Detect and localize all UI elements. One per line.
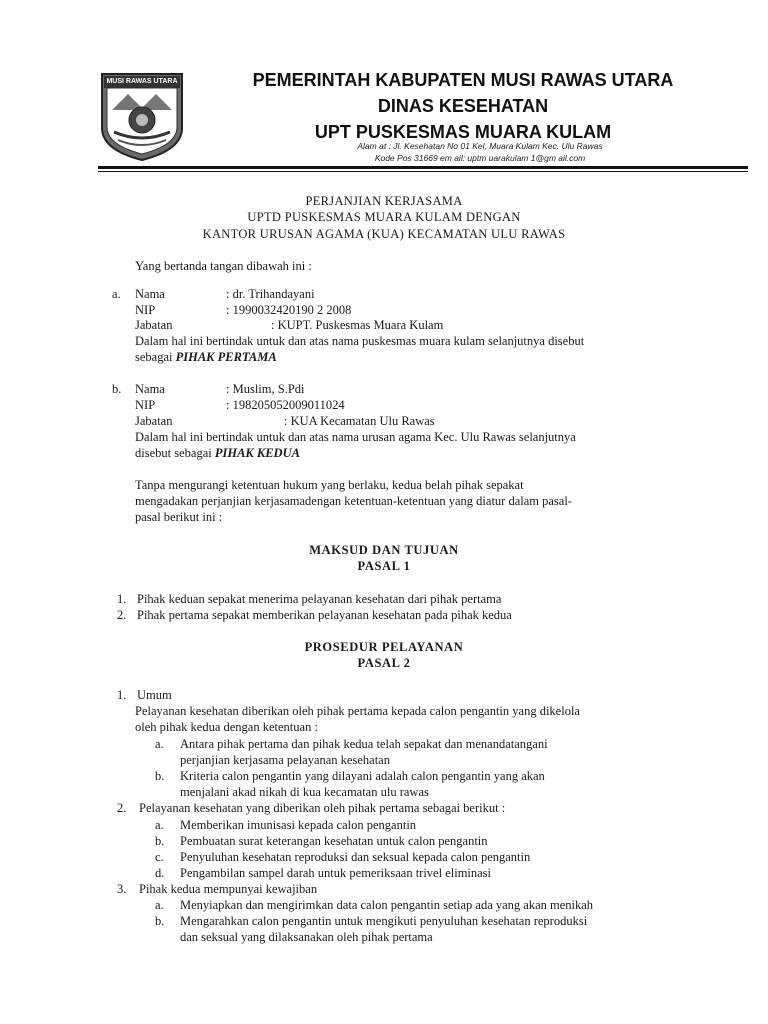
party-a-name-label: Nama	[135, 287, 165, 301]
party-a-description-2: sebagai PIHAK PERTAMA	[135, 350, 277, 364]
header-government: PEMERINTAH KABUPATEN MUSI RAWAS UTARA	[252, 70, 674, 90]
pasal-2-item-3-sub-a: Menyiapkan dan mengirimkan data calon pengantin setiap ada yang akan menikah	[180, 898, 594, 912]
pasal-2-item-2-sub-d-marker: d.	[155, 866, 165, 880]
pasal-1-item-1: Pihak keduan sepakat menerima pelayanan kesehatan dari pihak pertama	[137, 592, 502, 606]
pasal-1-item-1-num: 1.	[117, 592, 127, 606]
party-a-nip-label: NIP	[135, 303, 156, 317]
pasal-2-item-1-num: 1.	[117, 688, 127, 702]
pasal-2-item-3-sub-b-marker: b.	[155, 914, 165, 928]
preamble-line-3: pasal berikut ini :	[135, 510, 223, 524]
header-rule-thin	[98, 171, 748, 172]
document-subtitle: UPTD PUSKESMAS MUARA KULAM DENGAN	[247, 210, 521, 224]
header-puskesmas: UPT PUSKESMAS MUARA KULAM	[314, 122, 612, 142]
pasal-2-item-1-sub-a-marker: a.	[155, 737, 164, 751]
pasal-2-heading: PROSEDUR PELAYANAN	[304, 640, 464, 654]
pasal-2-item-1-sub-a: Antara pihak pertama dan pihak kedua telah sepakat dan menandatangani	[180, 737, 548, 751]
pasal-2-item-2-sub-c: Penyuluhan kesehatan reproduksi dan seksual kepada calon pengantin	[180, 850, 531, 864]
party-a-nip-value: : 1990032420190 2 2008	[226, 303, 352, 317]
party-b-nip-label: NIP	[135, 398, 156, 412]
party-b-description-2: disebut sebagai PIHAK KEDUA	[135, 446, 300, 460]
pasal-2-item-3-sub-b: Mengarahkan calon pengantin untuk mengikuti penyuluhan kesehatan reproduksi	[180, 914, 588, 928]
header-address: Alam at : Jl. Kesehatan No 01 Kel, Muara Kulam Kec. Ulu Rawas	[357, 141, 603, 151]
party-b-nip-value: : 198205052009011024	[226, 398, 345, 412]
pasal-2-item-2-sub-b-marker: b.	[155, 834, 165, 848]
party-b-name-label: Nama	[135, 382, 165, 396]
party-b-jabatan-value: : KUA Kecamatan Ulu Rawas	[284, 414, 435, 428]
regency-logo	[98, 70, 186, 162]
party-a-role: PIHAK PERTAMA	[175, 350, 277, 364]
pasal-2-item-1-line-2: oleh pihak kedua dengan ketentuan :	[135, 720, 318, 734]
document-subtitle-2: KANTOR URUSAN AGAMA (KUA) KECAMATAN ULU RAWAS	[202, 227, 566, 241]
pasal-2-item-2-sub-d: Pengambilan sampel darah untuk pemeriksaan trivel eliminasi	[180, 866, 492, 880]
pasal-2-item-2-sub-a: Memberikan imunisasi kepada calon pengantin	[180, 818, 417, 832]
pasal-2-number: PASAL 2	[357, 656, 411, 670]
party-b-jabatan-label: Jabatan	[135, 414, 173, 428]
pasal-2-item-3-label: Pihak kedua mempunyai kewajiban	[139, 882, 318, 896]
pasal-1-item-2: Pihak pertama sepakat memberikan pelayanan kesehatan pada pihak kedua	[137, 608, 512, 622]
pasal-2-item-1-label: Umum	[137, 688, 172, 702]
pasal-2-item-2-sub-a-marker: a.	[155, 818, 164, 832]
party-a-jabatan-label: Jabatan	[135, 318, 173, 332]
preamble-line-2: mengadakan perjanjian kerjasamadengan ketentuan-ketentuan yang diatur dalam pasal-	[135, 494, 572, 508]
intro-text: Yang bertanda tangan dibawah ini :	[135, 259, 312, 273]
party-a-jabatan-value: : KUPT. Puskesmas Muara Kulam	[271, 318, 444, 332]
document-title: PERJANJIAN KERJASAMA	[305, 194, 463, 208]
party-a-marker: a.	[112, 287, 121, 301]
pasal-2-item-2-label: Pelayanan kesehatan yang diberikan oleh pihak pertama sebagai berikut :	[139, 801, 506, 815]
party-b-marker: b.	[112, 382, 122, 396]
pasal-2-item-1-sub-b: Kriteria calon pengantin yang dilayani adalah calon pengantin yang akan	[180, 769, 545, 783]
pasal-1-number: PASAL 1	[357, 559, 411, 573]
pasal-2-item-2-sub-b: Pembuatan surat keterangan kesehatan untuk calon pengantin	[180, 834, 488, 848]
pasal-2-item-1-sub-b-marker: b.	[155, 769, 165, 783]
party-b-description: Dalam hal ini bertindak untuk dan atas nama urusan agama Kec. Ulu Rawas selanjutnya	[135, 430, 576, 444]
party-b-role: PIHAK KEDUA	[214, 446, 300, 460]
pasal-2-item-3-sub-a-marker: a.	[155, 898, 164, 912]
party-a-name-value: : dr. Trihandayani	[226, 287, 315, 301]
pasal-2-item-1-sub-b-2: menjalani akad nikah di kua kecamatan ulu rawas	[180, 785, 429, 799]
party-b-name-value: : Muslim, S.Pdi	[226, 382, 305, 396]
pasal-2-item-3-num: 3.	[117, 882, 127, 896]
logo-text: MUSI RAWAS UTARA	[106, 78, 178, 85]
header-department: DINAS KESEHATAN	[377, 96, 549, 116]
pasal-2-item-1-sub-a-2: perjanjian kerjasama pelayanan kesehatan	[180, 753, 390, 767]
pasal-2-item-2-num: 2.	[117, 801, 127, 815]
party-a-description: Dalam hal ini bertindak untuk dan atas nama puskesmas muara kulam selanjutnya disebut	[135, 334, 585, 348]
preamble-line-1: Tanpa mengurangi ketentuan hukum yang berlaku, kedua belah pihak sepakat	[135, 478, 524, 492]
pasal-1-item-2-num: 2.	[117, 608, 127, 622]
pasal-1-heading: MAKSUD DAN TUJUAN	[309, 543, 459, 557]
pasal-2-item-2-sub-c-marker: c.	[155, 850, 164, 864]
header-rule-thick	[98, 166, 748, 169]
pasal-2-item-3-sub-b-2: dan seksual yang dilaksanakan oleh pihak pertama	[180, 930, 433, 944]
header-contact: Kode Pos 31669 em ail: uptm uarakulam 1@gm ail.com	[374, 153, 586, 163]
pasal-2-item-1-line-1: Pelayanan kesehatan diberikan oleh pihak pertama kepada calon pengantin yang dikelola	[135, 704, 580, 718]
